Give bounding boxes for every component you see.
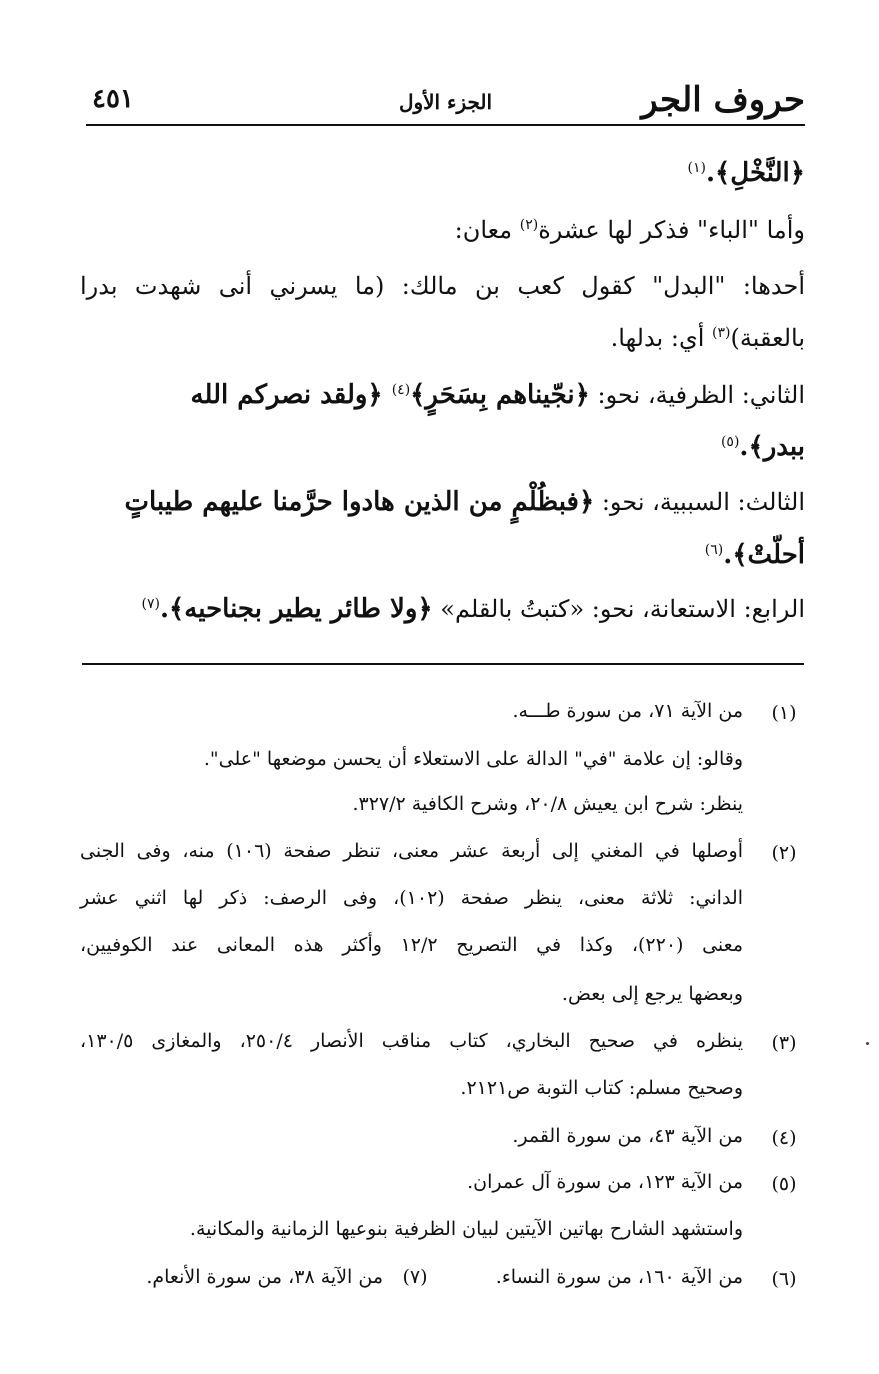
footnote-1-line-3: ينظر: شرح ابن يعيش ٢٠/٨، وشرح الكافية ٣٢٧/٢. [352, 793, 743, 815]
footnote-2-line-1: أوصلها في المغني إلى أربعة عشر معنى، تنظر صفحة (١٠٦) منه، وفى الجنى [80, 840, 743, 862]
footnote-ref: (١) [687, 160, 706, 176]
body-text: أي: بدلها. [610, 324, 713, 352]
page-header [86, 78, 805, 126]
footnote-ref: (٦) [704, 542, 724, 558]
footnote-separator [82, 663, 804, 665]
body-line-1 [80, 158, 805, 188]
footnote-2-line-4: وبعضها يرجع إلى بعض. [561, 983, 743, 1005]
body-line-9 [80, 594, 805, 624]
body-text: الثاني: الظرفية، نحو: [589, 381, 805, 409]
footnote-5-line-2: واستشهد الشارح بهاتين الآيتين لبيان الظرفية بنوعيها الزمانية والمكانية. [189, 1218, 743, 1240]
part-label: الجزء الأول [398, 90, 493, 114]
footnote-ref: (٧) [141, 596, 160, 612]
footnote-number: (٣) [771, 1032, 797, 1054]
body-text: الثالث: السببية، نحو: [594, 488, 805, 516]
quran-quote: ﴿فبظُلْمٍ من الذين هادوا حرَّمنا عليهم طيباتٍ [124, 487, 595, 517]
footnote-ref: (٥) [720, 434, 740, 450]
body-text: بالعقبة) [730, 324, 805, 352]
body-line-5 [80, 380, 805, 410]
footnote-number: (٧) [402, 1266, 428, 1288]
footnote-ref: (٤) [391, 382, 411, 398]
body-line-6 [80, 432, 805, 462]
body-text: الرابع: الاستعانة، نحو: «كتبتُ بالقلم» [432, 595, 805, 623]
footnote-7-line-1: من الآية ٣٨، من سورة الأنعام. [146, 1266, 383, 1288]
footnote-number: (٥) [771, 1173, 797, 1195]
footnote-number: (١) [771, 702, 797, 724]
quran-quote: ﴿نجّيناهم بِسَحَرٍ﴾ [410, 380, 590, 410]
body-line-4 [80, 324, 805, 352]
footnote-4-line-1: من الآية ٤٣، من سورة القمر. [512, 1125, 743, 1147]
footnote-1-line-1: من الآية ٧١، من سورة طـــه. [512, 700, 743, 722]
footnote-ref: (٢) [519, 217, 539, 233]
body-text: معان: [454, 216, 520, 244]
footnote-2-line-2: الداني: ثلاثة معنى، ينظر صفحة (١٠٢)، وفى الرصف: ذكر لها اثني عشر [80, 887, 743, 909]
quran-quote: ﴿ولقد نصركم الله [190, 380, 392, 410]
footnote-3-line-2: وصحيح مسلم: كتاب التوبة ص٢١٢١. [460, 1077, 743, 1099]
quran-quote: أحلّتْ﴾. [723, 540, 805, 570]
body-line-3 [80, 272, 805, 300]
quran-quote: ﴿النَّخْلِ﴾. [706, 158, 805, 188]
scan-speck [866, 1042, 869, 1045]
footnote-number: (٦) [771, 1268, 797, 1290]
quran-quote: ﴿ولا طائر يطير بجناحيه﴾. [160, 594, 433, 624]
body-line-8 [80, 540, 805, 570]
footnote-2-line-3: معنى (٢٢٠)، وكذا في التصريح ١٢/٢ وأكثر هذه المعانى عند الكوفيين، [80, 934, 743, 956]
body-line-2 [80, 216, 805, 244]
footnote-number: (٤) [771, 1127, 797, 1149]
footnote-3-line-1: ينظره في صحيح البخاري، كتاب مناقب الأنصار ٢٥٠/٤، والمغازى ١٣٠/٥، [80, 1030, 743, 1052]
footnote-6-line-1: من الآية ١٦٠، من سورة النساء. [495, 1266, 743, 1288]
footnote-ref: (٣) [712, 325, 731, 341]
page-number: ٤٥١ [92, 84, 134, 114]
body-text: أحدها: "البدل" كقول كعب بن مالك: (ما يسرني أنى شهدت بدرا [80, 272, 805, 300]
quran-quote: ببدر﴾. [739, 432, 805, 462]
chapter-title: حروف الجر [641, 80, 805, 120]
body-line-7 [80, 487, 805, 517]
footnote-number: (٢) [771, 842, 797, 864]
body-text: وأما "الباء" فذكر لها عشرة [538, 216, 805, 244]
footnote-5-line-1: من الآية ١٢٣، من سورة آل عمران. [467, 1171, 743, 1193]
footnote-1-line-2: وقالو: إن علامة "في" الدالة على الاستعلاء أن يحسن موضعها "على". [203, 748, 743, 770]
